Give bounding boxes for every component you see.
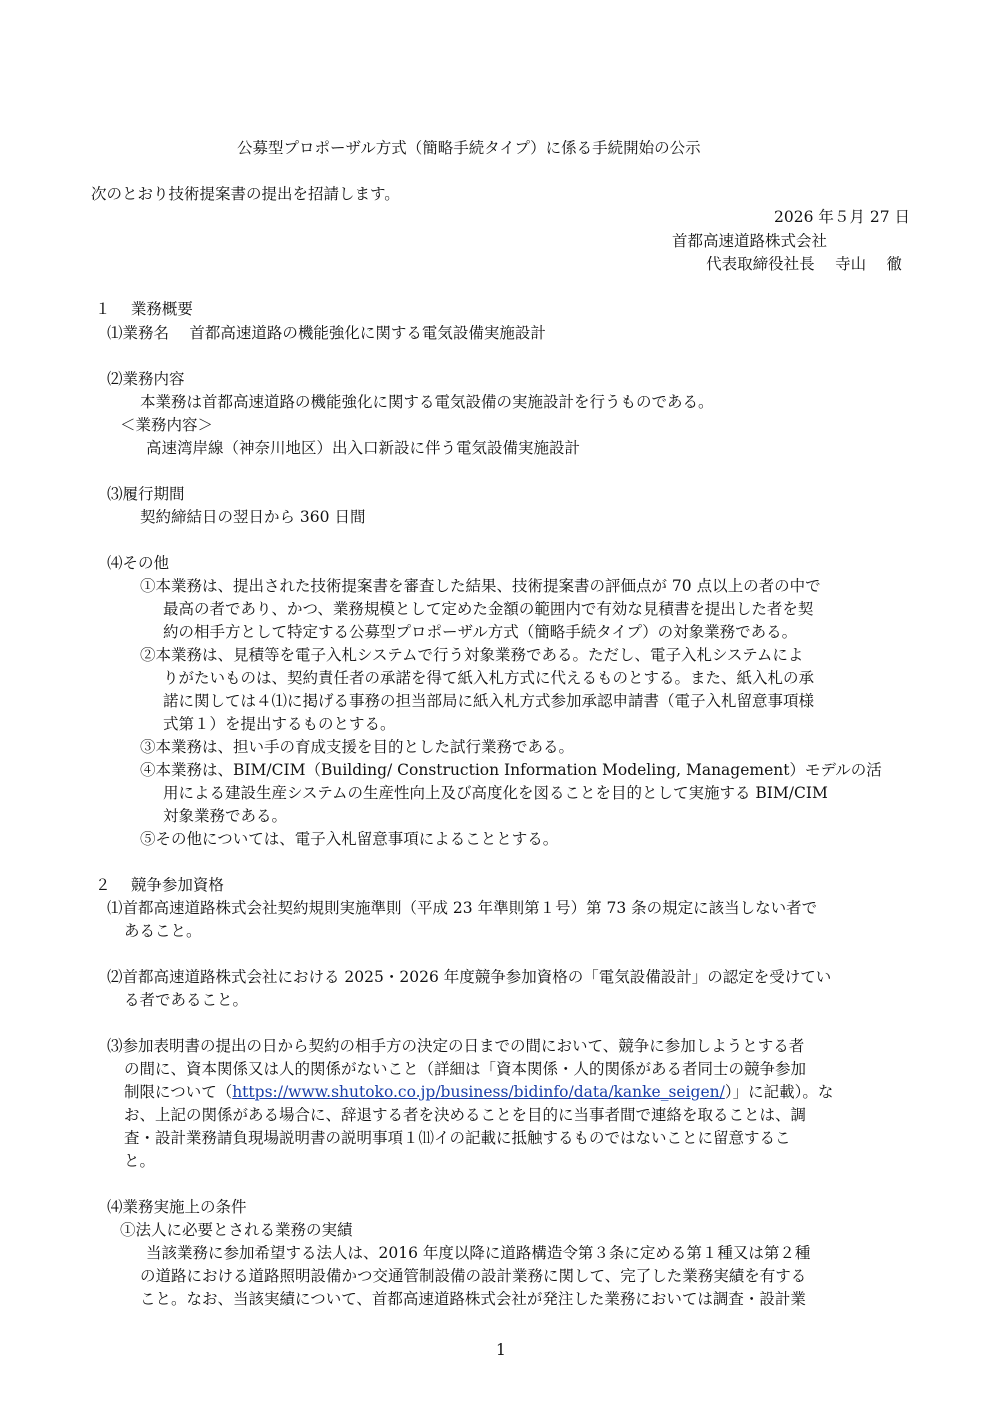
performance-period-text: 契約締結日の翌日から 360 日間 [140,508,366,526]
company-name: 首都高速道路株式会社 [671,232,827,250]
note-5: ⑤その他については、電子入札留意事項によることとする。 [140,830,559,848]
qualification-4-line: 当該業務に参加希望する法人は、2016 年度以降に道路構造令第３条に定める第１種又は第２種 [146,1244,811,1262]
business-content-text: 本業務は首都高速道路の機能強化に関する電気設備の実施設計を行うものである。 [140,393,714,411]
qualification-3-line: ⑶参加表明書の提出の日から契約の相手方の決定の日までの間において、競争に参加しようとする者 [107,1037,805,1055]
document-title: 公募型プロポーザル方式（簡略手続タイプ）に係る手続開始の公示 [237,139,701,157]
qualification-3-line: と。 [124,1152,156,1170]
lead-sentence: 次のとおり技術提案書の提出を招請します。 [91,185,400,203]
note-4-line: ④本業務は、BIM/CIM（Building/ Construction Information Modeling, Management）モデルの活 [140,761,882,779]
note-4-line: 用による建設生産システムの生産性向上及び高度化を図ることを目的として実施する BIM/CIM [163,784,828,802]
qualification-4-line: の道路における道路照明設備かつ交通管制設備の設計業務に関して、完了した業務実績を有する [140,1267,807,1285]
representative: 代表取締役社長 寺山 徹 [706,255,902,273]
business-content-subheading: ＜業務内容＞ [120,416,214,434]
qualification-3-line: 査・設計業務請負現場説明書の説明事項１⑾イの記載に抵触するものではないことに留意するこ [124,1129,791,1147]
performance-period-heading: ⑶履行期間 [107,485,185,503]
qualification-2-line: ⑵首都高速道路株式会社における 2025・2026 年度競争参加資格の「電気設備設計」の認定を受けてい [107,968,832,986]
qualification-4-line: こと。なお、当該実績について、首都高速道路株式会社が発注した業務においては調査・設計業 [140,1290,806,1308]
note-2-line: 式第１）を提出するものとする。 [163,715,396,733]
note-1-line: 最高の者であり、かつ、業務規模として定めた金額の範囲内で有効な見積書を提出した者を契 [163,600,814,618]
other-heading: ⑷その他 [107,554,170,572]
business-content-heading: ⑵業務内容 [107,370,185,388]
note-1-line: 約の相手方として特定する公募型プロポーザル方式（簡略手続タイプ）の対象業務である。 [163,623,798,641]
note-1-line: ①本業務は、提出された技術提案書を審査した結果、技術提案書の評価点が 70 点以上の者の中で [140,577,821,595]
qualification-3-text: ）」に記載）。な [724,1083,834,1101]
qualification-3-line: の間に、資本関係又は人的関係がないこと（詳細は「資本関係・人的関係がある者同士の競争参加 [124,1060,807,1078]
note-2-line: ②本業務は、見積等を電子入札システムで行う対象業務である。ただし、電子入札システムによ [140,646,804,664]
section-2-heading: ２ 競争参加資格 [95,876,224,894]
qualification-4-heading: ⑷業務実施上の条件 [107,1198,247,1216]
section-1-heading: １ 業務概要 [95,300,193,318]
qualification-3-text: 制限について（ [124,1083,233,1101]
qualification-4-subheading: ①法人に必要とされる業務の実績 [120,1221,353,1239]
note-2-line: 諾に関しては４⑴に掲げる事務の担当部局に紙入札方式参加承認申請書（電子入札留意事項様 [163,692,815,710]
note-2-line: りがたいものは、契約責任者の承諾を得て紙入札方式に代えるものとする。また、紙入札の承 [163,669,815,687]
note-3: ③本業務は、担い手の育成支援を目的とした試行業務である。 [140,738,575,756]
business-content-detail: 高速湾岸線（神奈川地区）出入口新設に伴う電気設備実施設計 [146,439,581,457]
issue-date: 2026 年５月 27 日 [774,208,910,226]
kanke-seigen-link[interactable]: https://www.shutoko.co.jp/business/bidinfo/data/kanke_seigen/ [232,1083,725,1101]
business-name: ⑴業務名 首都高速道路の機能強化に関する電気設備実施設計 [107,324,546,342]
qualification-3-line: お、上記の関係がある場合に、辞退する者を決めることを目的に当事者間で連絡を取ることは、調 [124,1106,807,1124]
qualification-3-line-with-link [124,1081,833,1103]
note-4-line: 対象業務である。 [163,807,288,825]
qualification-1-line: ⑴首都高速道路株式会社契約規則実施準則（平成 23 年準則第１号）第 73 条の規定に該当しない者で [107,899,818,917]
qualification-2-line: る者であること。 [124,991,249,1009]
page-number: 1 [496,1341,506,1359]
qualification-1-line: あること。 [124,922,202,940]
